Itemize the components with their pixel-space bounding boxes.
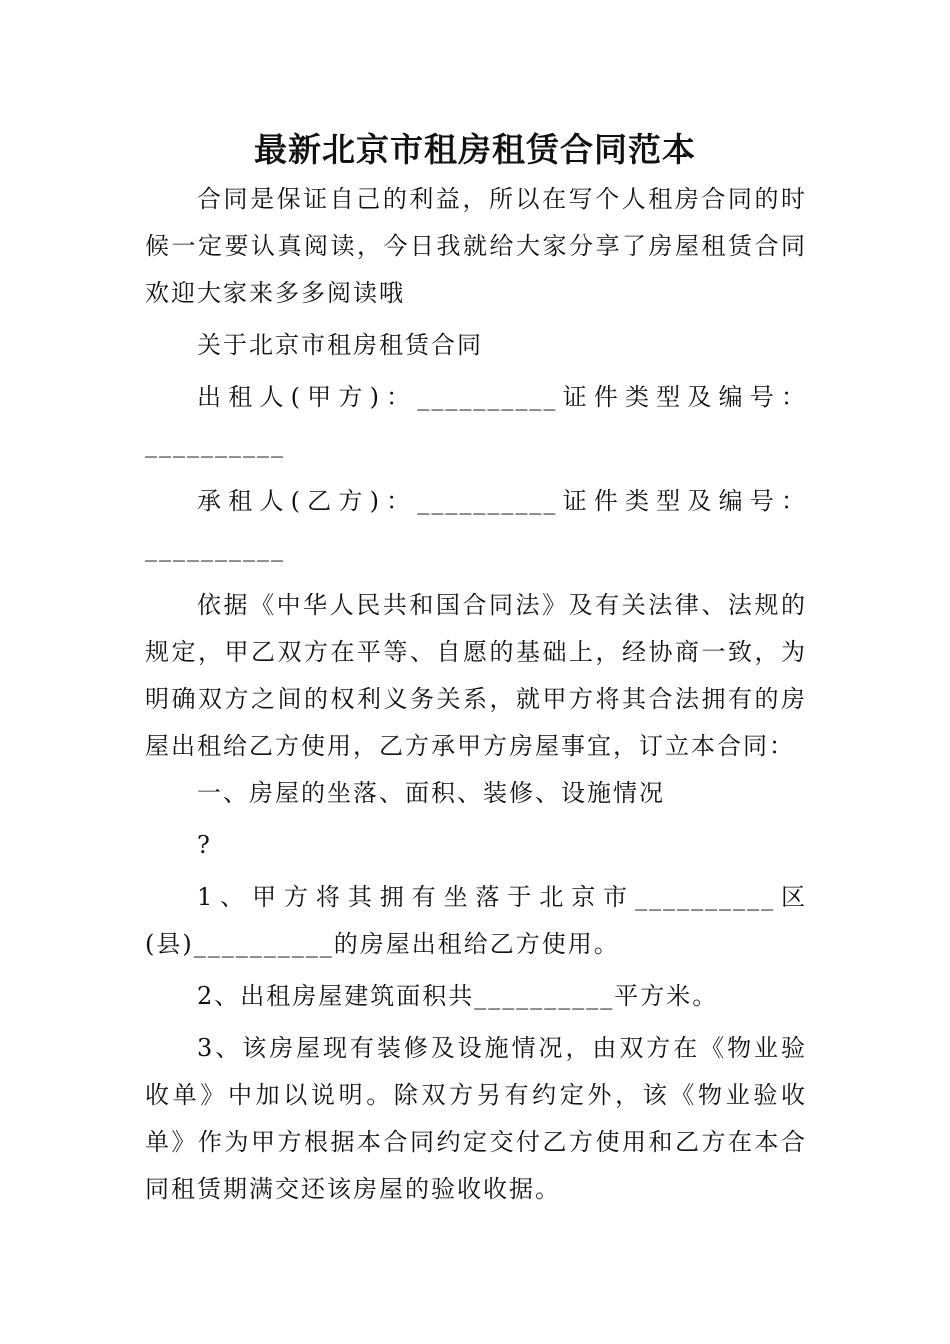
section-heading-1: 一、房屋的坐落、面积、装修、设施情况 [197, 779, 665, 807]
document-title: 最新北京市租房租赁合同范本 [254, 130, 696, 169]
contract-subtitle: 关于北京市租房租赁合同 [197, 331, 483, 359]
clause-2: 2、出租房屋建筑面积共__________平方米。 [197, 982, 719, 1010]
clause-1: 1、甲方将其拥有坐落于北京市__________区(县)__________的房屋出租给乙方使用。 [145, 883, 807, 958]
placeholder-mark: ? [197, 831, 212, 859]
document-body [145, 176, 807, 1213]
clause-3: 3、该房屋现有装修及设施情况，由双方在《物业验收单》中加以说明。除双方另有约定外，该《物业验收单》作为甲方根据本合同约定交付乙方使用和乙方在本合同租赁期满交还该房屋的验收收据。 [145, 1034, 807, 1203]
lessee-line: 承租人(乙方)：__________证件类型及编号：__________ [145, 487, 807, 562]
legal-basis-paragraph: 依据《中华人民共和国合同法》及有关法律、法规的规定，甲乙双方在平等、自愿的基础上，经协商一致，为明确双方之间的权利义务关系，就甲方将其合法拥有的房屋出租给乙方使用，乙方承甲方房屋事宜，订立本合同： [145, 591, 807, 760]
lessor-line: 出租人(甲方)：__________证件类型及编号：__________ [145, 383, 807, 458]
intro-paragraph: 合同是保证自己的利益，所以在写个人租房合同的时候一定要认真阅读，今日我就给大家分享了房屋租赁合同欢迎大家来多多阅读哦 [145, 185, 807, 307]
